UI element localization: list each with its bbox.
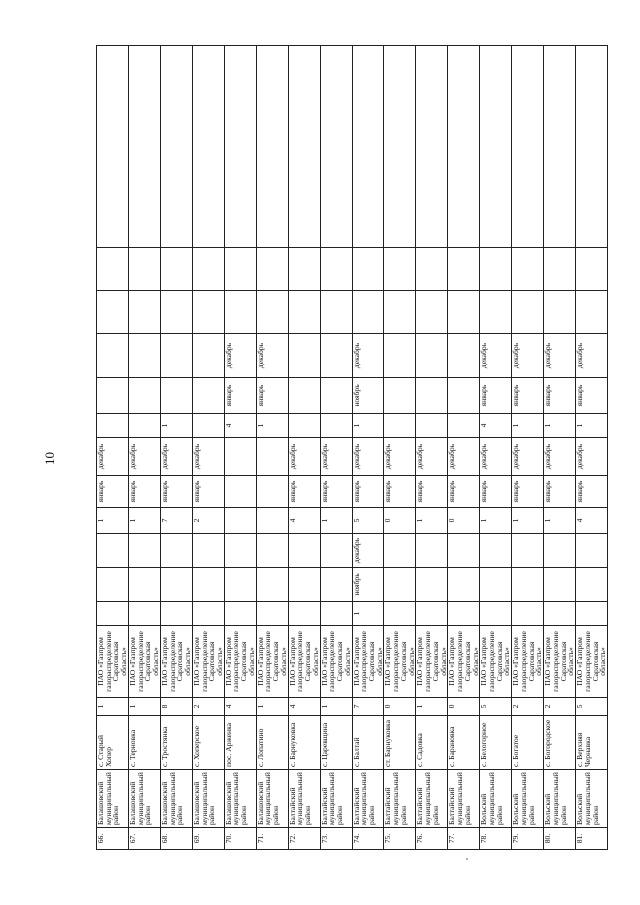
- settlement-cell: с. Садовка: [416, 716, 448, 770]
- qty-a-cell: [288, 602, 320, 626]
- qty-a-cell: [512, 602, 544, 626]
- end-b-cell: декабрь: [192, 438, 224, 476]
- district-cell: Балтайский муниципальный район: [416, 770, 448, 828]
- qty-b-cell: 0: [384, 508, 416, 534]
- end-b-cell: декабрь: [352, 438, 384, 476]
- row-number: 76.: [416, 828, 448, 850]
- qty-c-cell: 1: [544, 414, 576, 438]
- start-c-cell: январь: [480, 378, 512, 414]
- qty-a-cell: [576, 602, 608, 626]
- extra-2-cell: [480, 248, 512, 291]
- end-b-cell: декабрь: [512, 438, 544, 476]
- end-b-cell: декабрь: [416, 438, 448, 476]
- table-row: [128, 46, 160, 850]
- row-number: 81.: [576, 828, 608, 850]
- qty-a-cell: [320, 602, 352, 626]
- settlement-cell: с. Богородское: [544, 716, 576, 770]
- qty-b-cell: [224, 508, 256, 534]
- count-cell: 0: [448, 698, 480, 716]
- extra-2-cell: [256, 248, 288, 291]
- start-b-cell: [224, 476, 256, 508]
- row-number: 79.: [512, 828, 544, 850]
- qty-b-cell: 1: [320, 508, 352, 534]
- start-a-cell: [256, 568, 288, 602]
- qty-c-cell: 1: [256, 414, 288, 438]
- count-cell: 4: [224, 698, 256, 716]
- end-a-cell: [256, 534, 288, 568]
- qty-c-cell: [320, 414, 352, 438]
- qty-c-cell: [384, 414, 416, 438]
- extra-3-cell: [320, 46, 352, 248]
- end-b-cell: декабрь: [544, 438, 576, 476]
- qty-c-cell: 1: [576, 414, 608, 438]
- end-a-cell: декабрь: [352, 534, 384, 568]
- extra-2-cell: [224, 248, 256, 291]
- start-c-cell: [192, 378, 224, 414]
- extra-3-cell: [448, 46, 480, 248]
- qty-c-cell: [128, 414, 160, 438]
- end-b-cell: декабрь: [320, 438, 352, 476]
- organization-cell: ПАО «Газпром газораспределение Саратовская область»: [320, 626, 352, 698]
- qty-a-cell: [480, 602, 512, 626]
- organization-cell: ПАО «Газпром газораспределение Саратовская область»: [224, 626, 256, 698]
- row-number: 69.: [192, 828, 224, 850]
- table-row: [512, 46, 544, 850]
- table-row: [224, 46, 256, 850]
- qty-c-cell: [97, 414, 129, 438]
- qty-a-cell: [192, 602, 224, 626]
- district-cell: Балтайский муниципальный район: [384, 770, 416, 828]
- start-b-cell: январь: [512, 476, 544, 508]
- qty-b-cell: 4: [288, 508, 320, 534]
- schedule-table: [96, 45, 608, 850]
- qty-c-cell: 4: [224, 414, 256, 438]
- count-cell: 0: [384, 698, 416, 716]
- end-c-cell: [416, 334, 448, 378]
- organization-cell: ПАО «Газпром газораспределение Саратовская область»: [416, 626, 448, 698]
- district-cell: Вольский муниципальный район: [576, 770, 608, 828]
- extra-2-cell: [128, 248, 160, 291]
- organization-cell: ПАО «Газпром газораспределение Саратовская область»: [480, 626, 512, 698]
- settlement-cell: ст. Барнуковка: [384, 716, 416, 770]
- qty-c-cell: [448, 414, 480, 438]
- start-c-cell: [97, 378, 129, 414]
- start-b-cell: январь: [160, 476, 192, 508]
- end-b-cell: [256, 438, 288, 476]
- start-a-cell: [97, 568, 129, 602]
- qty-b-cell: 1: [416, 508, 448, 534]
- district-cell: Балашовский муниципальный район: [192, 770, 224, 828]
- extra-3-cell: [288, 46, 320, 248]
- settlement-cell: с. Старый Хопер: [97, 716, 129, 770]
- start-b-cell: январь: [480, 476, 512, 508]
- extra-1-cell: [97, 291, 129, 334]
- organization-cell: ПАО «Газпром газораспределение Саратовская область»: [97, 626, 129, 698]
- extra-3-cell: [192, 46, 224, 248]
- start-c-cell: [416, 378, 448, 414]
- start-a-cell: [320, 568, 352, 602]
- end-c-cell: [160, 334, 192, 378]
- start-a-cell: [288, 568, 320, 602]
- extra-2-cell: [384, 248, 416, 291]
- row-number: 73.: [320, 828, 352, 850]
- extra-2-cell: [288, 248, 320, 291]
- end-c-cell: [128, 334, 160, 378]
- start-b-cell: [256, 476, 288, 508]
- count-cell: 2: [192, 698, 224, 716]
- settlement-cell: с. Хоперское: [192, 716, 224, 770]
- organization-cell: ПАО «Газпром газораспределение Саратовская область»: [352, 626, 384, 698]
- qty-b-cell: 0: [448, 508, 480, 534]
- table-row: [288, 46, 320, 850]
- end-c-cell: декабрь: [576, 334, 608, 378]
- extra-3-cell: [416, 46, 448, 248]
- end-c-cell: [288, 334, 320, 378]
- extra-2-cell: [448, 248, 480, 291]
- table-row: [544, 46, 576, 850]
- start-b-cell: январь: [544, 476, 576, 508]
- extra-2-cell: [352, 248, 384, 291]
- count-cell: 1: [320, 698, 352, 716]
- end-a-cell: [416, 534, 448, 568]
- extra-2-cell: [160, 248, 192, 291]
- count-cell: 5: [480, 698, 512, 716]
- extra-1-cell: [416, 291, 448, 334]
- extra-3-cell: [384, 46, 416, 248]
- district-cell: Балтайский муниципальный район: [288, 770, 320, 828]
- scan-speck: [466, 858, 468, 860]
- district-cell: Балашовский муниципальный район: [256, 770, 288, 828]
- qty-c-cell: [192, 414, 224, 438]
- district-cell: Балтайский муниципальный район: [352, 770, 384, 828]
- extra-2-cell: [416, 248, 448, 291]
- qty-c-cell: [288, 414, 320, 438]
- qty-b-cell: 7: [160, 508, 192, 534]
- settlement-cell: пос. Арженка: [224, 716, 256, 770]
- end-a-cell: [97, 534, 129, 568]
- end-b-cell: декабрь: [128, 438, 160, 476]
- extra-1-cell: [384, 291, 416, 334]
- count-cell: 2: [512, 698, 544, 716]
- extra-3-cell: [544, 46, 576, 248]
- end-a-cell: [224, 534, 256, 568]
- count-cell: 8: [160, 698, 192, 716]
- extra-1-cell: [256, 291, 288, 334]
- extra-1-cell: [512, 291, 544, 334]
- start-b-cell: январь: [97, 476, 129, 508]
- end-b-cell: декабрь: [480, 438, 512, 476]
- district-cell: Балашовский муниципальный район: [224, 770, 256, 828]
- start-a-cell: [576, 568, 608, 602]
- extra-1-cell: [192, 291, 224, 334]
- extra-2-cell: [544, 248, 576, 291]
- start-a-cell: [448, 568, 480, 602]
- table-row: [192, 46, 224, 850]
- start-c-cell: январь: [544, 378, 576, 414]
- end-b-cell: декабрь: [97, 438, 129, 476]
- extra-1-cell: [448, 291, 480, 334]
- qty-a-cell: [448, 602, 480, 626]
- start-a-cell: [224, 568, 256, 602]
- start-b-cell: январь: [416, 476, 448, 508]
- start-a-cell: [192, 568, 224, 602]
- count-cell: 2: [544, 698, 576, 716]
- qty-a-cell: [416, 602, 448, 626]
- start-a-cell: [544, 568, 576, 602]
- row-number: 75.: [384, 828, 416, 850]
- settlement-cell: с. Терновка: [128, 716, 160, 770]
- extra-1-cell: [128, 291, 160, 334]
- qty-b-cell: 1: [128, 508, 160, 534]
- end-c-cell: [192, 334, 224, 378]
- end-b-cell: декабрь: [576, 438, 608, 476]
- end-b-cell: декабрь: [448, 438, 480, 476]
- organization-cell: ПАО «Газпром газораспределение Саратовская область»: [192, 626, 224, 698]
- district-cell: Вольский муниципальный район: [512, 770, 544, 828]
- start-c-cell: [288, 378, 320, 414]
- extra-2-cell: [192, 248, 224, 291]
- count-cell: 4: [288, 698, 320, 716]
- table-row: [384, 46, 416, 850]
- settlement-cell: с. Белогорное: [480, 716, 512, 770]
- start-b-cell: январь: [320, 476, 352, 508]
- extra-1-cell: [480, 291, 512, 334]
- extra-1-cell: [320, 291, 352, 334]
- end-a-cell: [576, 534, 608, 568]
- end-a-cell: [288, 534, 320, 568]
- start-a-cell: [384, 568, 416, 602]
- district-cell: Вольский муниципальный район: [544, 770, 576, 828]
- qty-c-cell: 1: [352, 414, 384, 438]
- start-b-cell: январь: [192, 476, 224, 508]
- end-a-cell: [480, 534, 512, 568]
- settlement-cell: с. Барнуковка: [288, 716, 320, 770]
- start-a-cell: [512, 568, 544, 602]
- start-b-cell: январь: [352, 476, 384, 508]
- extra-1-cell: [288, 291, 320, 334]
- qty-b-cell: 1: [512, 508, 544, 534]
- district-cell: Вольский муниципальный район: [480, 770, 512, 828]
- end-a-cell: [512, 534, 544, 568]
- rotated-table-container: [96, 48, 608, 850]
- qty-a-cell: [160, 602, 192, 626]
- district-cell: Балашовский муниципальный район: [160, 770, 192, 828]
- district-cell: Балашовский муниципальный район: [128, 770, 160, 828]
- qty-a-cell: [256, 602, 288, 626]
- row-number: 77.: [448, 828, 480, 850]
- end-a-cell: [192, 534, 224, 568]
- extra-3-cell: [352, 46, 384, 248]
- start-b-cell: январь: [128, 476, 160, 508]
- table-row: [352, 46, 384, 850]
- start-a-cell: [160, 568, 192, 602]
- organization-cell: ПАО «Газпром газораспределение Саратовская область»: [512, 626, 544, 698]
- row-number: 72.: [288, 828, 320, 850]
- start-c-cell: [320, 378, 352, 414]
- district-cell: Балтайский муниципальный район: [320, 770, 352, 828]
- qty-a-cell: [544, 602, 576, 626]
- table-row: [160, 46, 192, 850]
- qty-a-cell: 1: [352, 602, 384, 626]
- end-c-cell: декабрь: [352, 334, 384, 378]
- qty-b-cell: 1: [480, 508, 512, 534]
- end-b-cell: декабрь: [160, 438, 192, 476]
- organization-cell: ПАО «Газпром газораспределение Саратовская область»: [160, 626, 192, 698]
- end-b-cell: [224, 438, 256, 476]
- qty-b-cell: 4: [576, 508, 608, 534]
- extra-3-cell: [224, 46, 256, 248]
- row-number: 71.: [256, 828, 288, 850]
- start-a-cell: ноябрь: [352, 568, 384, 602]
- count-cell: 5: [576, 698, 608, 716]
- qty-a-cell: [384, 602, 416, 626]
- row-number: 74.: [352, 828, 384, 850]
- settlement-cell: с. Верхняя Чернавка: [576, 716, 608, 770]
- extra-1-cell: [224, 291, 256, 334]
- start-c-cell: [160, 378, 192, 414]
- start-a-cell: [416, 568, 448, 602]
- end-c-cell: [448, 334, 480, 378]
- end-a-cell: [448, 534, 480, 568]
- qty-a-cell: [224, 602, 256, 626]
- organization-cell: ПАО «Газпром газораспределение Саратовская область»: [576, 626, 608, 698]
- qty-c-cell: 4: [480, 414, 512, 438]
- table-row: [480, 46, 512, 850]
- district-cell: Балашовский муниципальный район: [97, 770, 129, 828]
- end-c-cell: декабрь: [480, 334, 512, 378]
- qty-c-cell: 1: [160, 414, 192, 438]
- extra-1-cell: [352, 291, 384, 334]
- extra-1-cell: [544, 291, 576, 334]
- qty-c-cell: [416, 414, 448, 438]
- end-c-cell: [320, 334, 352, 378]
- row-number: 80.: [544, 828, 576, 850]
- settlement-cell: с. Лопатино: [256, 716, 288, 770]
- extra-1-cell: [160, 291, 192, 334]
- end-a-cell: [128, 534, 160, 568]
- start-c-cell: [448, 378, 480, 414]
- start-b-cell: январь: [288, 476, 320, 508]
- settlement-cell: с. Тростянка: [160, 716, 192, 770]
- organization-cell: ПАО «Газпром газораспределение Саратовская область»: [256, 626, 288, 698]
- start-b-cell: январь: [576, 476, 608, 508]
- organization-cell: ПАО «Газпром газораспределение Саратовская область»: [384, 626, 416, 698]
- count-cell: 1: [256, 698, 288, 716]
- end-c-cell: декабрь: [256, 334, 288, 378]
- end-c-cell: декабрь: [224, 334, 256, 378]
- start-b-cell: январь: [448, 476, 480, 508]
- end-a-cell: [544, 534, 576, 568]
- start-c-cell: январь: [224, 378, 256, 414]
- table-row: [576, 46, 608, 850]
- qty-b-cell: 5: [352, 508, 384, 534]
- end-b-cell: декабрь: [384, 438, 416, 476]
- start-c-cell: январь: [576, 378, 608, 414]
- count-cell: 1: [416, 698, 448, 716]
- qty-b-cell: 1: [544, 508, 576, 534]
- start-b-cell: январь: [384, 476, 416, 508]
- end-a-cell: [160, 534, 192, 568]
- qty-a-cell: [128, 602, 160, 626]
- end-c-cell: декабрь: [544, 334, 576, 378]
- count-cell: 1: [128, 698, 160, 716]
- row-number: 66.: [97, 828, 129, 850]
- row-number: 70.: [224, 828, 256, 850]
- qty-c-cell: 1: [512, 414, 544, 438]
- organization-cell: ПАО «Газпром газораспределение Саратовская область»: [288, 626, 320, 698]
- end-c-cell: [97, 334, 129, 378]
- table-row: [320, 46, 352, 850]
- end-a-cell: [320, 534, 352, 568]
- end-c-cell: декабрь: [512, 334, 544, 378]
- row-number: 67.: [128, 828, 160, 850]
- row-number: 68.: [160, 828, 192, 850]
- qty-b-cell: 1: [97, 508, 129, 534]
- extra-2-cell: [97, 248, 129, 291]
- qty-b-cell: 2: [192, 508, 224, 534]
- extra-3-cell: [512, 46, 544, 248]
- settlement-cell: с. Барановка: [448, 716, 480, 770]
- count-cell: 7: [352, 698, 384, 716]
- start-a-cell: [480, 568, 512, 602]
- organization-cell: ПАО «Газпром газораспределение Саратовская область»: [128, 626, 160, 698]
- organization-cell: ПАО «Газпром газораспределение Саратовская область»: [448, 626, 480, 698]
- table-row: [448, 46, 480, 850]
- extra-3-cell: [480, 46, 512, 248]
- settlement-cell: с. Богатое: [512, 716, 544, 770]
- table-row: [256, 46, 288, 850]
- rotated-table-frame: [96, 48, 608, 850]
- start-c-cell: ноябрь: [352, 378, 384, 414]
- qty-b-cell: [256, 508, 288, 534]
- start-c-cell: январь: [512, 378, 544, 414]
- extra-3-cell: [256, 46, 288, 248]
- extra-1-cell: [576, 291, 608, 334]
- start-c-cell: [384, 378, 416, 414]
- qty-a-cell: [97, 602, 129, 626]
- start-a-cell: [128, 568, 160, 602]
- start-c-cell: [128, 378, 160, 414]
- table-row: [97, 46, 129, 850]
- extra-2-cell: [320, 248, 352, 291]
- extra-3-cell: [160, 46, 192, 248]
- extra-2-cell: [576, 248, 608, 291]
- extra-3-cell: [128, 46, 160, 248]
- table-row: [416, 46, 448, 850]
- district-cell: Балтайский муниципальный район: [448, 770, 480, 828]
- settlement-cell: с. Царевщина: [320, 716, 352, 770]
- start-c-cell: январь: [256, 378, 288, 414]
- page-number: 10: [42, 452, 57, 465]
- end-b-cell: декабрь: [288, 438, 320, 476]
- end-c-cell: [384, 334, 416, 378]
- extra-3-cell: [576, 46, 608, 248]
- end-a-cell: [384, 534, 416, 568]
- extra-2-cell: [512, 248, 544, 291]
- row-number: 78.: [480, 828, 512, 850]
- settlement-cell: с. Балтай: [352, 716, 384, 770]
- organization-cell: ПАО «Газпром газораспределение Саратовская область»: [544, 626, 576, 698]
- extra-3-cell: [97, 46, 129, 248]
- count-cell: 1: [97, 698, 129, 716]
